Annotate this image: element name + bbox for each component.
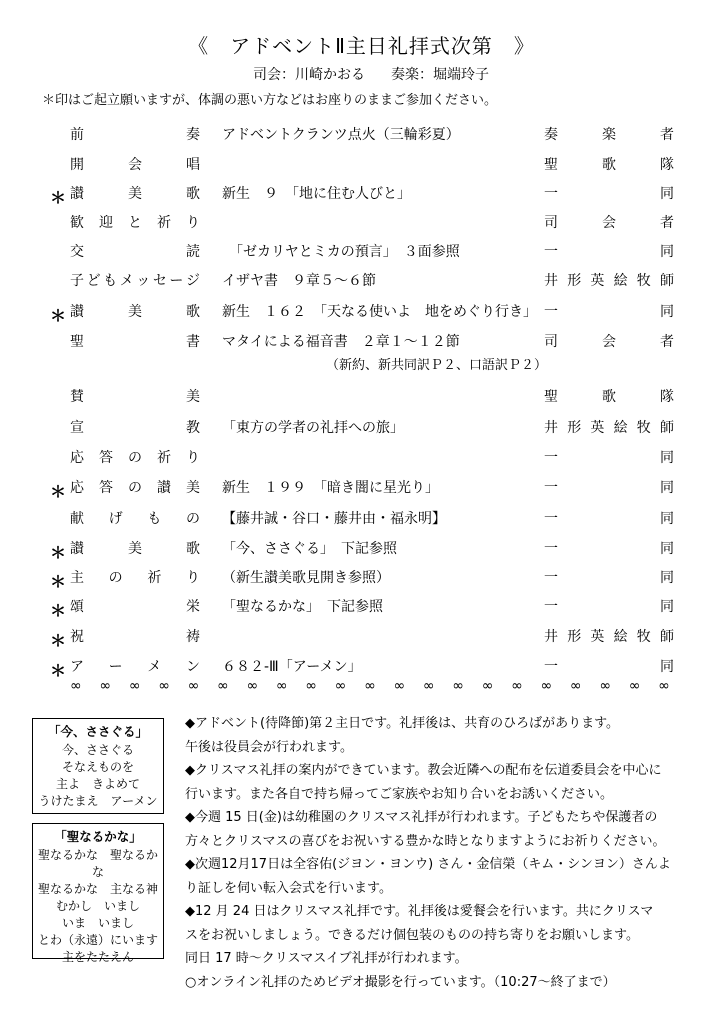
order-item-char: 答 [99,480,113,496]
music-label: 奏楽： [391,67,433,83]
order-responsible-char: 者 [660,127,674,143]
order-responsible-char: 同 [660,186,674,202]
infinity-mark: ∞ [70,678,82,694]
announcement-line: ◆12 月 24 日はクリスマス礼拝です。礼拝後は愛餐会を行います。共にクリスマ [185,904,654,919]
order-item-char: セ [152,273,167,289]
order-responsible-char: 一 [544,244,558,260]
order-responsible-char: 同 [660,450,674,466]
order-responsible [544,241,674,261]
order-item-char: メ [147,659,162,675]
order-item [70,183,200,203]
order-content: イザヤ書 ９章５～６節 [222,273,376,289]
announcement-line: 同日 17 時～クリスマスイブ礼拝が行われます。 [185,951,468,966]
order-responsible-char: 牧 [636,629,651,645]
order-responsible-char: 師 [659,273,674,289]
order-responsible-char: 歌 [602,157,616,173]
order-row [0,447,723,469]
order-responsible-char: 絵 [613,420,628,436]
order-responsible-char: 一 [544,450,558,466]
order-item [70,331,200,351]
host-label: 司会： [253,67,295,83]
order-responsible-char: 者 [660,334,674,350]
order-item [70,386,200,406]
order-responsible [544,124,674,144]
order-responsible-char: 牧 [636,273,651,289]
order-row [0,508,723,530]
order-responsible [544,477,674,497]
announcement-line: 方々とクリスマスの喜びをお祝いする豊かな時となりますようにお祈りください。 [185,833,666,849]
order-item [70,538,200,558]
order-responsible-char: 同 [660,570,674,586]
order-responsible-char: 師 [659,420,674,436]
order-item-char: 祈 [147,570,162,586]
order-item-char: ど [86,273,101,289]
order-responsible-char: 形 [567,420,582,436]
order-item-char: ー [169,273,184,289]
order-item-char: 祈 [157,450,171,466]
order-row [0,417,723,439]
order-responsible [544,301,674,321]
hymn-box-title: 「聖なるかな」 [54,829,142,844]
order-responsible-char: 司 [544,215,558,231]
infinity-mark: ∞ [511,678,523,694]
order-responsible-char: 同 [660,511,674,527]
order-item-char: の [128,450,142,466]
order-responsible [544,183,674,203]
order-item [70,124,200,144]
order-item-char: 奏 [186,127,200,143]
infinity-mark: ∞ [364,678,376,694]
order-responsible [544,212,674,232]
order-row [0,538,723,560]
hymn-line: 主をたたえん [61,950,134,964]
order-responsible-char: 同 [660,599,674,615]
order-responsible-char: 歌 [602,389,616,405]
order-content: アドベントクランツ点火（三輪彩夏） [222,127,460,143]
order-item-char: 書 [186,334,200,350]
hymn-line: 主よ きよめて [55,777,140,791]
hymn-line: むかし いまし [55,899,140,913]
infinity-mark: ∞ [334,678,347,694]
hymn-line: いま いまし [61,916,134,930]
order-responsible-char: 聖 [544,389,558,405]
order-item [70,626,200,646]
order-item-char: ン [185,659,200,675]
order-responsible-char: 井 [544,420,558,436]
order-item-char: 主 [70,570,84,586]
infinity-mark: ∞ [393,678,406,694]
order-responsible-char: 同 [660,480,674,496]
order-item-char: 交 [70,244,84,260]
order-responsible-char: 隊 [660,157,674,173]
order-row [0,331,723,353]
hymn-box-title: 「今、ささぐる」 [47,724,148,739]
infinity-mark: ∞ [305,678,317,694]
order-item-char: ア [70,659,84,675]
order-content: 「今、ささぐる」 下記参照 [222,541,397,557]
order-item [70,477,200,497]
infinity-mark: ∞ [217,678,229,694]
order-item-char: 宣 [70,420,84,436]
order-responsible-char: 聖 [544,157,558,173]
order-responsible-char: 英 [590,273,605,289]
order-item [70,301,200,321]
hymn-line: そなえものを [61,760,134,774]
hymn-line: 聖なるかな 聖なるかな [37,848,158,879]
announcement-line: ◆アドベント(待降節)第２主日です。礼拝後は、共育のひろばがあります。 [185,716,620,731]
order-responsible-char: 同 [660,244,674,260]
order-row [0,301,723,323]
order-responsible-char: 者 [660,215,674,231]
order-content: （新生讃美歌見開き参照） [222,570,390,586]
hymn-line: とわ（永遠）にいます [37,933,158,947]
order-row [0,596,723,618]
order-responsible-char: 一 [544,304,558,320]
order-item-char: 子 [70,273,84,289]
standing-note: ＊印はご起立願いますが、体調の悪い方などはお座りのままご参加ください。 [42,93,498,108]
infinity-mark: ∞ [158,678,170,694]
order-responsible-char: 同 [660,541,674,557]
order-row [0,183,723,205]
order-responsible-char: 形 [567,273,582,289]
order-responsible-char: 形 [567,629,582,645]
order-item-char: 祝 [70,629,84,645]
divider-infinity [70,678,670,694]
hymn-line: うけたまえ アーメン [38,794,158,808]
order-item-char: 頌 [70,599,84,615]
order-content: ６８２-Ⅲ「アーメン」 [222,659,362,675]
order-responsible [544,386,674,406]
infinity-mark: ∞ [99,678,112,694]
order-item [70,447,200,467]
order-item [70,154,200,174]
order-item-char: 美 [128,541,142,557]
infinity-mark: ∞ [569,678,582,694]
order-content: 新生 １６２ 「天なる使いよ 地をめぐり行き」 [222,304,537,320]
order-responsible-char: 同 [660,304,674,320]
order-item-char: 美 [186,389,200,405]
order-item-char: も [147,511,162,527]
standing-mark: ＊ [50,543,67,562]
order-responsible-char: 一 [544,570,558,586]
standing-mark: ＊ [50,482,67,501]
order-row [0,656,723,678]
standing-mark: ＊ [50,661,67,680]
order-item-char: 聖 [70,334,84,350]
order-row [0,212,723,234]
music-name: 堀端玲子 [433,67,489,83]
order-item-char: 歌 [186,304,200,320]
order-row [0,626,723,648]
infinity-mark: ∞ [658,678,670,694]
host-name: 川崎かおる [295,67,365,83]
order-item-char: 美 [128,304,142,320]
order-item-char: り [186,450,200,466]
order-row [0,386,723,408]
order-item [70,656,200,676]
order-responsible-char: 絵 [613,273,628,289]
order-item-char: り [185,570,200,586]
order-responsible-char: 一 [544,599,558,615]
order-row [0,124,723,146]
order-item-char: メ [119,273,134,289]
order-item-char: 歌 [186,186,200,202]
infinity-mark: ∞ [481,678,494,694]
announcements [185,712,705,994]
order-responsible-char: 井 [544,273,558,289]
order-item [70,270,200,290]
order-item-char: 開 [70,157,84,173]
order-responsible [544,596,674,616]
order-responsible-char: 一 [544,541,558,557]
order-item-char: 讃 [70,186,84,202]
order-content: 新生 １９９ 「暗き闇に星光り」 [222,480,439,496]
order-row [0,477,723,499]
announcement-line: スをお祝いしましょう。できるだけ個包装のものの持ち寄りをお願いします。 [185,927,639,943]
order-responsible-char: 一 [544,186,558,202]
infinity-mark: ∞ [599,678,611,694]
order-row [0,567,723,589]
order-responsible-char: 英 [590,420,605,436]
order-item-char: り [186,215,200,231]
order-item-char: 歓 [70,215,84,231]
order-content: 【藤井誠・谷口・藤井由・福永明】 [222,511,446,527]
order-item-char: 讃 [157,480,171,496]
scripture-note: （新約、新共同訳Ｐ２、口語訳Ｐ２） [326,358,548,373]
infinity-mark: ∞ [128,678,141,694]
infinity-mark: ∞ [422,678,435,694]
order-item-char: も [103,273,118,289]
infinity-mark: ∞ [628,678,641,694]
order-row [0,241,723,263]
announcement-line: ○オンライン礼拝のためビデオ撮影を行っています。（10:27～終了まで） [185,974,616,990]
order-item-char: 前 [70,127,84,143]
order-item-char: と [128,215,142,231]
order-item-char: 讃 [70,304,84,320]
order-responsible-char: 井 [544,629,558,645]
hymn-line: 聖なるかな 主なる神 [37,882,158,896]
infinity-mark: ∞ [246,678,259,694]
order-item-char: 答 [99,450,113,466]
order-responsible-char: 司 [544,334,558,350]
order-responsible-char: 同 [660,659,674,675]
order-item-char: 会 [128,157,142,173]
infinity-mark: ∞ [540,678,553,694]
page-title: 《 アドベントⅡ主日礼拝式次第 》 [188,34,535,58]
order-responsible [544,417,674,437]
order-content: 新生 ９ 「地に住む人びと」 [222,186,411,202]
standing-mark: ＊ [50,188,67,207]
order-responsible-char: 牧 [636,420,651,436]
order-responsible [544,567,674,587]
order-item-char: 唱 [186,157,200,173]
order-row [0,270,723,292]
order-item-char: 教 [186,420,200,436]
order-responsible-char: 絵 [613,629,628,645]
order-responsible-char: 一 [544,480,558,496]
order-responsible-char: 英 [590,629,605,645]
order-item-char: げ [108,511,123,527]
order-responsible [544,508,674,528]
announcement-line: 行います。また各自で持ち帰ってご家族やお知り合いをお誘いください。 [185,786,613,802]
announcement-line: ◆クリスマス礼拝の案内ができています。教会近隣への配布を伝道委員会を中心に [185,763,662,778]
order-responsible-char: 一 [544,511,558,527]
order-responsible-char: 隊 [660,389,674,405]
order-responsible [544,538,674,558]
announcement-line: り証しを伺い転入会式を行います。 [185,880,392,896]
standing-mark: ＊ [50,631,67,650]
order-responsible [544,447,674,467]
order-item-char: 応 [70,450,84,466]
order-item-char: ジ [185,273,200,289]
order-item [70,417,200,437]
hymn-box-ima-sasaguru [32,718,164,814]
order-item-char: の [128,480,142,496]
infinity-mark: ∞ [187,678,200,694]
order-content: 「東方の学者の礼拝への旅」 [222,420,404,436]
hymn-box-seinarukana [32,823,164,964]
order-content: 「聖なるかな」 下記参照 [222,599,383,615]
order-item [70,596,200,616]
order-item-char: 栄 [186,599,200,615]
order-item [70,508,200,528]
order-item-char: 讃 [70,541,84,557]
order-responsible-char: 会 [602,215,616,231]
order-content: 「ゼカリヤとミカの預言」 ３面参照 [222,244,460,260]
order-responsible [544,154,674,174]
order-item-char: 美 [186,480,200,496]
order-row [0,154,723,176]
order-item-char: 歌 [186,541,200,557]
announcement-line: 午後は役員会が行われます。 [185,739,353,755]
order-item-char: 祈 [157,215,171,231]
announcement-line: ◆次週12月17日は全容佑(ジヨン・ヨンウ) さん・金信榮（キム・シンヨン）さんよ [185,857,671,872]
order-item-char: 献 [70,511,84,527]
order-item-char: 迎 [99,215,113,231]
order-responsible [544,270,674,290]
hymn-line: 今、ささぐる [61,743,134,757]
order-item-char: ー [108,659,123,675]
order-item-char: 祷 [186,629,200,645]
order-item-char: ッ [136,273,151,289]
order-responsible [544,626,674,646]
announcement-line: ◆今週 15 日(金)は幼稚園のクリスマス礼拝が行われます。子どもたちや保護者の [185,810,658,825]
order-item-char: 読 [186,244,200,260]
order-responsible-char: 奏 [544,127,558,143]
order-responsible-char: 楽 [602,127,616,143]
order-responsible [544,656,674,676]
order-content: マタイによる福音書 ２章１～１２節 [222,334,460,350]
order-item-char: 応 [70,480,84,496]
order-responsible-char: 一 [544,659,558,675]
order-responsible [544,331,674,351]
order-item-char: 美 [128,186,142,202]
standing-mark: ＊ [50,572,67,591]
infinity-mark: ∞ [275,678,288,694]
order-item [70,567,200,587]
order-item-char: の [108,570,123,586]
order-item [70,241,200,261]
order-responsible-char: 師 [659,629,674,645]
order-item [70,212,200,232]
order-item-char: の [185,511,200,527]
standing-mark: ＊ [50,601,67,620]
order-responsible-char: 会 [602,334,616,350]
order-item-char: 賛 [70,389,84,405]
standing-mark: ＊ [50,306,67,325]
infinity-mark: ∞ [452,678,464,694]
